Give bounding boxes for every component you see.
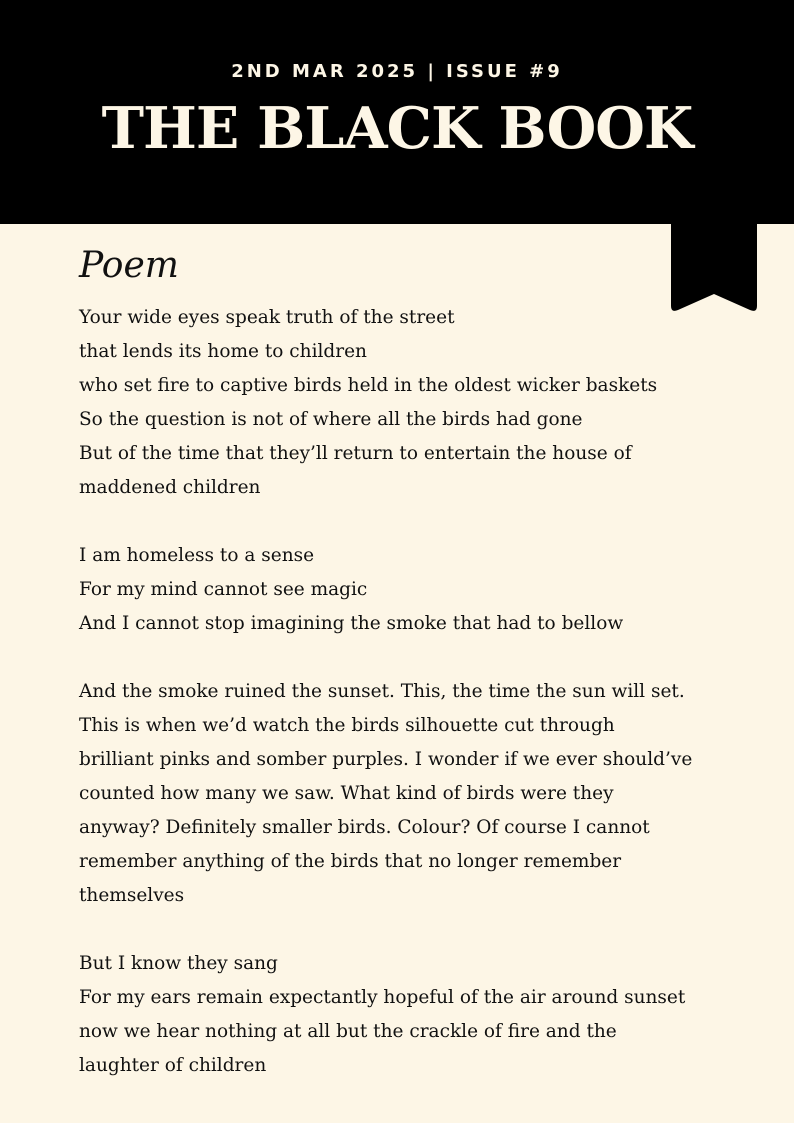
poem-heading: Poem xyxy=(79,245,179,286)
poem-line: For my ears remain expectantly hopeful of the air around sunset xyxy=(79,987,686,1008)
stanza-2 xyxy=(79,539,739,641)
poem-line: I am homeless to a sense xyxy=(79,545,315,566)
poem-line: themselves xyxy=(79,885,185,906)
issue-date-line: 2ND MAR 2025 | ISSUE #9 xyxy=(231,61,563,82)
poem-line: who set fire to captive birds held in the oldest wicker baskets xyxy=(79,375,658,396)
poem-line: now we hear nothing at all but the crackle of fire and the xyxy=(79,1021,617,1042)
magazine-title: THE BLACK BOOK xyxy=(101,95,693,162)
poem-line: And I cannot stop imagining the smoke that had to bellow xyxy=(79,613,624,634)
poem-line: remember anything of the birds that no longer remember xyxy=(79,851,622,872)
stanza-1 xyxy=(79,301,739,505)
poem-line: For my mind cannot see magic xyxy=(79,579,368,600)
poem-line: maddened children xyxy=(79,477,261,498)
poem-line: that lends its home to children xyxy=(79,341,367,362)
poem-line: laughter of children xyxy=(79,1055,267,1076)
poem-line: But of the time that they’ll return to entertain the house of xyxy=(79,443,632,464)
poem-line: So the question is not of where all the birds had gone xyxy=(79,409,583,430)
poem-line: But I know they sang xyxy=(79,953,278,974)
stanza-3 xyxy=(79,675,739,913)
poem-line: anyway? Definitely smaller birds. Colour? Of course I cannot xyxy=(79,817,650,838)
poem-line: And the smoke ruined the sunset. This, the time the sun will set. xyxy=(79,681,685,702)
stanza-4 xyxy=(79,947,739,1083)
poem-line: This is when we’d watch the birds silhouette cut through xyxy=(79,715,615,736)
poem-line: counted how many we saw. What kind of birds were they xyxy=(79,783,614,804)
poem-line: Your wide eyes speak truth of the street xyxy=(79,307,455,328)
poem-body xyxy=(79,301,739,1117)
poem-line: brilliant pinks and somber purples. I wonder if we ever should’ve xyxy=(79,749,693,770)
masthead xyxy=(0,0,794,224)
